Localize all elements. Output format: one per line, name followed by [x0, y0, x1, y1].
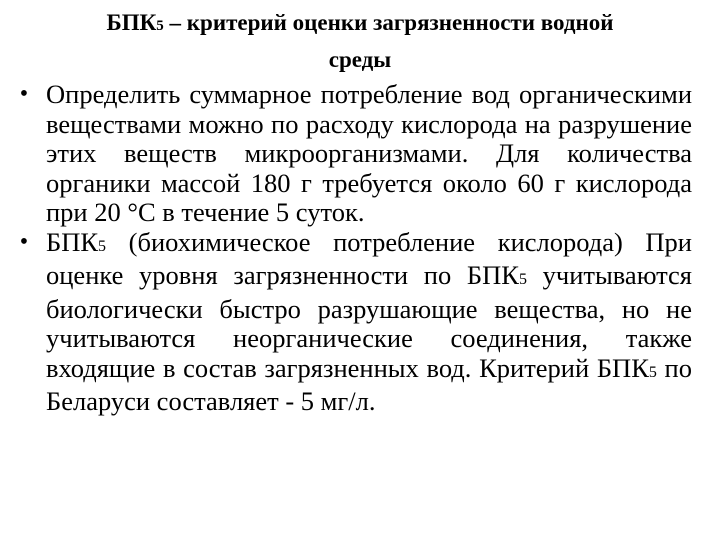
bullet-subscript-3: 5: [648, 363, 657, 381]
title-abbr-subscript: 5: [156, 18, 164, 34]
bullet-text-part-3: учитываются биологически быстро разрушающие вещества, но не учитываются неорганические соединения, также входящие в состав загрязненных вод. Критерий БПК: [46, 260, 692, 383]
title-rest: – критерий оценки загрязненности водной: [163, 10, 614, 35]
bullet-text-part-4: по Беларуси составляет - 5 мг/л.: [46, 352, 692, 416]
bullet-text-part-2: (биохимическое потребление кислорода) При оценке уровня загрязненности по БПК: [46, 226, 692, 290]
bullet-marker: •: [19, 228, 29, 255]
bullet-subscript-2: 5: [518, 271, 527, 288]
bullet-item-bod5: [0, 228, 720, 417]
slide-title: [20, 6, 700, 77]
bullet-marker: •: [19, 81, 29, 107]
title-abbr: БПК: [106, 10, 157, 35]
bullet-abbr-subscript: 5: [98, 237, 107, 255]
bullet-list: [0, 80, 720, 417]
bullet-item-oxygen-consumption: [0, 80, 720, 228]
bullet-text: Определить суммарное потребление вод органическими веществами можно по расходу кислорода на разрушение этих веществ микроорганизмами. Для количества органики массой 180 г требуется около 60 г кислорода при 20 °С в течение 5 суток.: [46, 79, 692, 227]
title-line-2: среды: [328, 47, 392, 72]
bullet-abbr: БПК: [46, 226, 99, 257]
title-line-1: [20, 6, 700, 43]
